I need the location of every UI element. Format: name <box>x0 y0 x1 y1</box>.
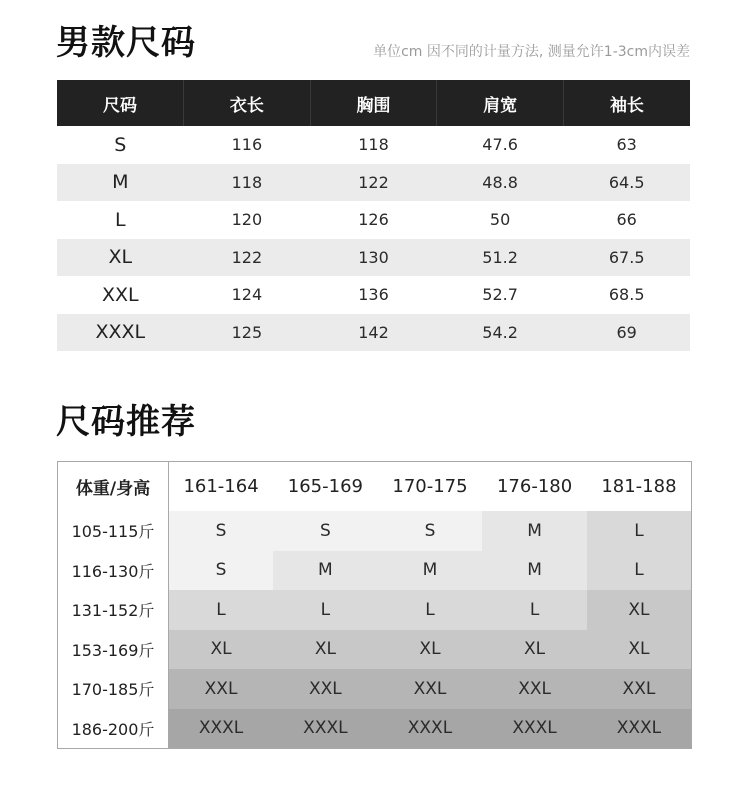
weight-label: 170-185斤 <box>58 669 169 709</box>
table-row <box>57 239 690 277</box>
size-cell: L <box>169 590 274 630</box>
size-cell: XL <box>378 630 483 670</box>
size-label: S <box>114 133 127 156</box>
table-row <box>57 126 690 164</box>
size-recommendation-table <box>57 461 692 749</box>
weight-label: 131-152斤 <box>58 590 169 630</box>
table-cell: 142 <box>310 314 437 352</box>
column-header: 衣长 <box>184 80 311 126</box>
size-cell: XXXL <box>169 709 274 749</box>
table-cell: 122 <box>310 164 437 202</box>
recommendation-row <box>58 551 692 591</box>
recommendation-row <box>58 590 692 630</box>
size-cell: M <box>482 551 587 591</box>
table-cell: 52.7 <box>482 285 518 305</box>
table-cell: 48.8 <box>437 164 564 202</box>
column-header: 尺码 <box>57 80 184 126</box>
table-cell: 124 <box>231 285 263 305</box>
height-header: 170-175 <box>378 462 483 512</box>
table-cell: 54.2 <box>437 314 564 352</box>
size-cell: L <box>378 590 483 630</box>
size-chart-table <box>57 80 690 351</box>
weight-label: 105-115斤 <box>58 511 169 551</box>
size-cell: XL <box>169 630 274 670</box>
recommendation-row <box>58 669 692 709</box>
size-cell: L <box>482 590 587 630</box>
table-cell: 63 <box>616 135 637 155</box>
table-cell: 126 <box>358 210 389 230</box>
table-row <box>57 314 690 352</box>
table-cell: 67.5 <box>563 239 690 277</box>
recommendation-header-row <box>58 462 692 512</box>
size-cell: S <box>169 551 274 591</box>
table-cell: 118 <box>358 135 389 155</box>
weight-height-corner-label: 体重/身高 <box>58 462 169 512</box>
table-cell: 120 <box>231 210 263 230</box>
height-header: 176-180 <box>482 462 587 512</box>
size-cell: M <box>482 511 587 551</box>
table-cell: 51.2 <box>437 239 564 277</box>
weight-label: 186-200斤 <box>58 709 169 749</box>
size-cell: S <box>378 511 483 551</box>
size-cell: L <box>587 551 692 591</box>
table-cell: 68.5 <box>608 285 645 305</box>
weight-label: 153-169斤 <box>58 630 169 670</box>
size-cell: M <box>273 551 378 591</box>
column-header: 胸围 <box>310 80 437 126</box>
size-cell: XXL <box>169 669 274 709</box>
size-cell: XL <box>587 590 692 630</box>
size-cell: S <box>273 511 378 551</box>
table-row <box>57 201 690 239</box>
table-cell: 122 <box>184 239 311 277</box>
table-cell: 64.5 <box>563 164 690 202</box>
size-cell: XXL <box>587 669 692 709</box>
column-header: 肩宽 <box>437 80 564 126</box>
size-cell: XXXL <box>378 709 483 749</box>
size-chart-header-row <box>57 80 690 126</box>
recommendation-title: 尺码推荐 <box>56 402 196 442</box>
height-header: 165-169 <box>273 462 378 512</box>
size-cell: XXL <box>378 669 483 709</box>
table-cell: 118 <box>184 164 311 202</box>
table-row <box>57 164 690 202</box>
table-row <box>57 276 690 314</box>
size-cell: XXL <box>482 669 587 709</box>
recommendation-row <box>58 630 692 670</box>
table-cell: 116 <box>231 135 263 155</box>
size-chart-title: 男款尺码 <box>56 23 196 63</box>
size-cell: XXXL <box>482 709 587 749</box>
table-cell: 50 <box>489 210 511 230</box>
size-cell: XL <box>482 630 587 670</box>
size-cell: M <box>378 551 483 591</box>
table-cell: 125 <box>184 314 311 352</box>
recommendation-row <box>58 511 692 551</box>
table-cell: 130 <box>310 239 437 277</box>
height-header: 181-188 <box>587 462 692 512</box>
recommendation-row <box>58 709 692 749</box>
size-cell: S <box>169 511 274 551</box>
size-cell: L <box>273 590 378 630</box>
column-header: 袖长 <box>563 80 690 126</box>
weight-label: 116-130斤 <box>58 551 169 591</box>
size-label: M <box>57 164 184 202</box>
size-cell: XXXL <box>587 709 692 749</box>
size-label: L <box>115 208 126 231</box>
size-cell: XXXL <box>273 709 378 749</box>
size-cell: XXL <box>273 669 378 709</box>
table-cell: 66 <box>616 210 637 230</box>
size-cell: XL <box>273 630 378 670</box>
size-cell: L <box>587 511 692 551</box>
size-label: XL <box>57 239 184 277</box>
table-cell: 136 <box>358 285 389 305</box>
height-header: 161-164 <box>169 462 274 512</box>
size-label: XXL <box>101 283 139 306</box>
table-cell: 69 <box>563 314 690 352</box>
measurement-note: 单位cm 因不同的计量方法, 测量允许1-3cm内误差 <box>373 44 690 60</box>
size-label: XXXL <box>57 314 184 352</box>
size-cell: XL <box>587 630 692 670</box>
table-cell: 47.6 <box>482 135 518 155</box>
